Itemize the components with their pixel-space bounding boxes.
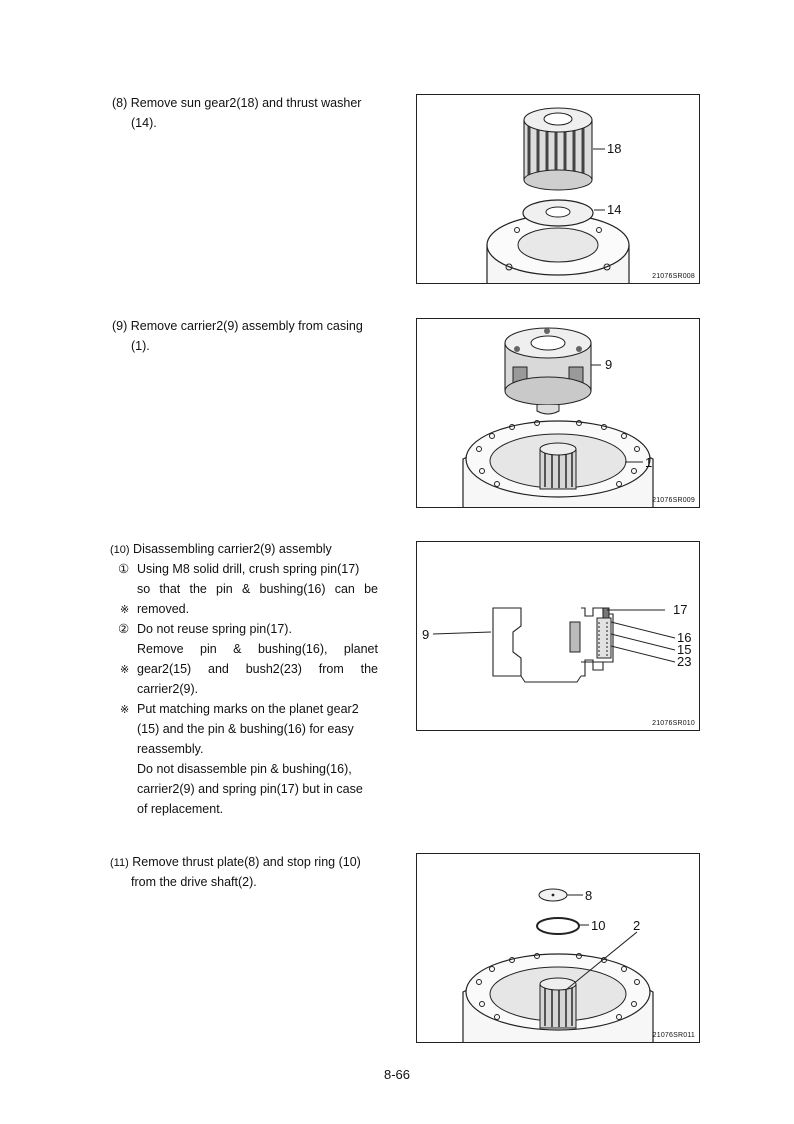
label-16: 16 — [677, 630, 692, 645]
item-line-12: carrier2(9) and spring pin(17) but in case — [137, 782, 363, 796]
label-10: 10 — [591, 918, 606, 933]
figure-thrust-plate-removal — [416, 853, 700, 1043]
bullet-2: ② — [118, 622, 130, 636]
item-line-2: so that the pin & bushing(16) can be — [137, 582, 378, 596]
item-line-3: removed. — [137, 602, 190, 616]
step-8-line-1: Remove sun gear2(18) and thrust washer — [130, 96, 362, 110]
item-line-9: (15) and the pin & bushing(16) for easy — [137, 722, 354, 736]
figure-sun-gear-removal — [416, 94, 700, 284]
step-8-number: (8) — [112, 96, 128, 110]
label-9: 9 — [422, 627, 430, 642]
label-1: 1 — [645, 455, 653, 470]
note-mark-2: ※ — [120, 664, 130, 676]
label-23: 23 — [677, 654, 692, 669]
label-15: 15 — [677, 642, 692, 657]
figure-carrier-removal — [416, 318, 700, 508]
label-9: 9 — [605, 357, 613, 372]
item-line-13: of replacement. — [137, 802, 224, 816]
label-17: 17 — [673, 602, 688, 617]
label-2: 2 — [633, 918, 641, 933]
item-line-8: Put matching marks on the planet gear2 — [137, 702, 359, 716]
figure-code: 21076SR011 — [652, 1032, 695, 1039]
step-11-number: (11) — [110, 857, 129, 869]
note-mark-1: ※ — [120, 604, 130, 616]
note-mark-3: ※ — [120, 704, 130, 716]
carrier-illustration — [417, 319, 699, 507]
bullet-1: ① — [118, 562, 130, 576]
page-number: 8-66 — [383, 1067, 411, 1082]
label-14: 14 — [607, 202, 622, 217]
thrust-plate-illustration — [417, 854, 699, 1042]
figure-code: 21076SR009 — [652, 497, 695, 504]
step-11-line-1: Remove thrust plate(8) and stop ring (10) — [132, 855, 361, 869]
step-11-line-2: from the drive shaft(2). — [131, 875, 257, 889]
figure-carrier-section — [416, 541, 700, 731]
item-line-7: carrier2(9). — [137, 682, 199, 696]
step-10-title: Disassembling carrier2(9) assembly — [133, 542, 332, 556]
label-8: 8 — [585, 888, 593, 903]
step-10-number: (10) — [110, 544, 130, 556]
step-8-line-2: (14). — [131, 116, 157, 130]
label-18: 18 — [607, 141, 622, 156]
figure-code: 21076SR008 — [652, 273, 695, 280]
sun-gear-illustration — [417, 95, 699, 283]
item-line-5: Remove pin & bushing(16), planet — [137, 642, 378, 656]
item-line-10: reassembly. — [137, 742, 204, 756]
item-line-4: Do not reuse spring pin(17). — [137, 622, 292, 636]
carrier-section-illustration — [417, 542, 699, 730]
item-line-6: gear2(15) and bush2(23) from the — [137, 662, 378, 676]
item-line-11: Do not disassemble pin & bushing(16), — [137, 762, 352, 776]
figure-code: 21076SR010 — [652, 720, 695, 727]
step-9-line-2: (1). — [131, 339, 150, 353]
step-9-number: (9) — [112, 319, 128, 333]
step-9-line-1: Remove carrier2(9) assembly from casing — [130, 319, 363, 333]
item-line-1: Using M8 solid drill, crush spring pin(17) — [137, 562, 360, 576]
